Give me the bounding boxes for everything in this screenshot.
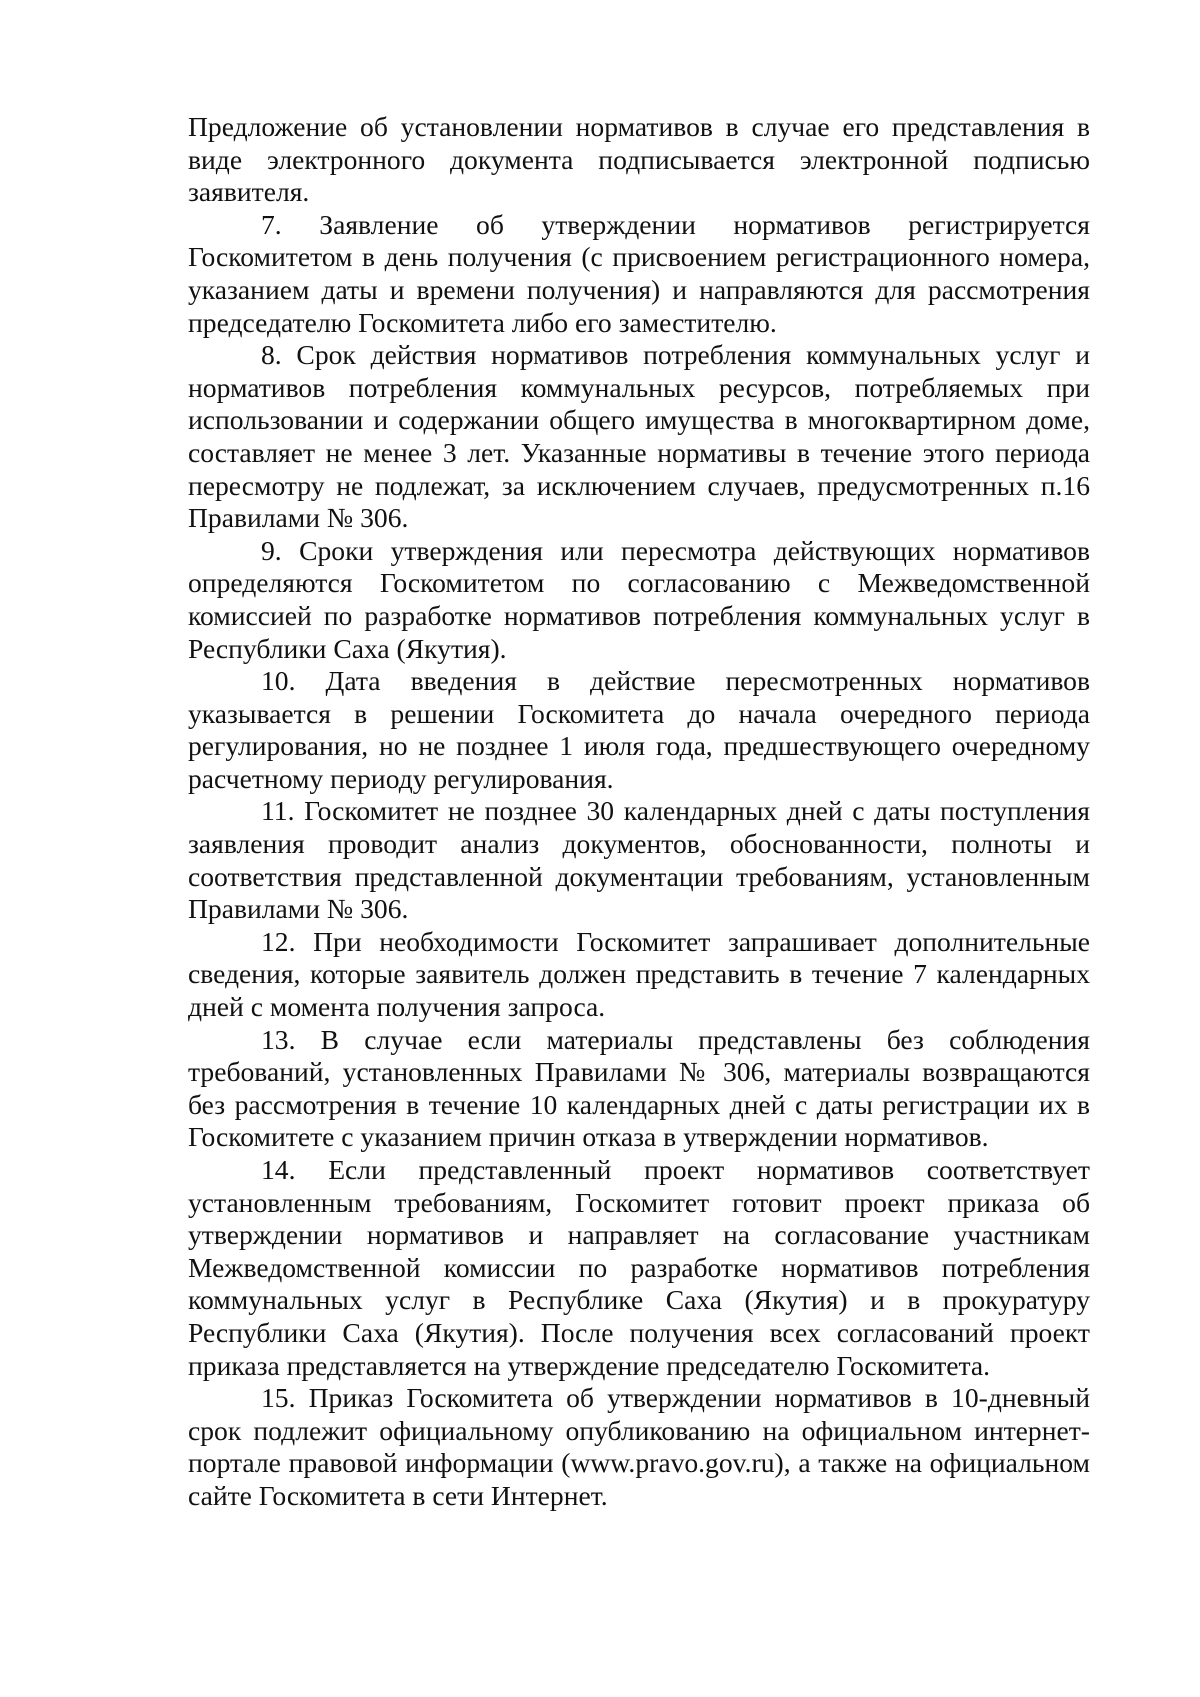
paragraph-continuation: Предложение об установлении нормативов в случае его представления в виде электронного документа подписывается электронной подписью заявителя. (188, 111, 1090, 208)
paragraph-10: 10. Дата введения в действие пересмотренных нормативов указывается в решении Госкомитета до начала очередного периода регулирования, но не позднее 1 июля года, предшествующего очередному расчетному периоду регулирования. (188, 665, 1090, 794)
paragraph-14: 14. Если представленный проект нормативов соответствует установленным требованиям, Госкомитет готовит проект приказа об утверждении нормативов и направляет на согласование участникам Межведомственной комиссии по разработке нормативов потребления коммунальных услуг в Республике Саха (Якутия) и в прокуратуру Республики Саха (Якутия). После получения всех согласований проект приказа представляется на утверждение председателю Госкомитета. (188, 1154, 1090, 1381)
paragraph-11: 11. Госкомитет не позднее 30 календарных дней с даты поступления заявления проводит анализ документов, обоснованности, полноты и соответствия представленной документации требованиям, установленным Правилами № 306. (188, 795, 1090, 925)
paragraph-13: 13. В случае если материалы представлены без соблюдения требований, установленных Правилами № 306, материалы возвращаются без рассмотрения в течение 10 календарных дней с даты регистрации их в Госкомитете с указанием причин отказа в утверждении нормативов. (188, 1023, 1090, 1153)
paragraph-8: 8. Срок действия нормативов потребления коммунальных услуг и нормативов потребления коммунальных ресурсов, потребляемых при использовании и содержании общего имущества в многоквартирном доме, составляет не менее 3 лет. Указанные нормативы в течение этого периода пересмотру не подлежат, за исключением случаев, предусмотренных п.16 Правилами № 306. (188, 339, 1090, 534)
paragraph-15: 15. Приказ Госкомитета об утверждении нормативов в 10-дневный срок подлежит официальному опубликованию на официальном интернет-портале правовой информации (www.pravo.gov.ru), а также на официальном сайте Госкомитета в сети Интернет. (188, 1382, 1090, 1511)
paragraph-12: 12. При необходимости Госкомитет запрашивает дополнительные сведения, которые заявитель должен представить в течение 7 календарных дней с момента получения запроса. (188, 925, 1090, 1023)
document-body (188, 111, 1090, 1513)
paragraph-9: 9. Сроки утверждения или пересмотра действующих нормативов определяются Госкомитетом по согласованию с Межведомственной комиссией по разработке нормативов потребления коммунальных услуг в Республики Саха (Якутия). (188, 534, 1090, 664)
paragraph-7: 7. Заявление об утверждении нормативов регистрируется Госкомитетом в день получения (с присвоением регистрационного номера, указанием даты и времени получения) и направляются для рассмотрения председателю Госкомитета либо его заместителю. (188, 208, 1090, 338)
